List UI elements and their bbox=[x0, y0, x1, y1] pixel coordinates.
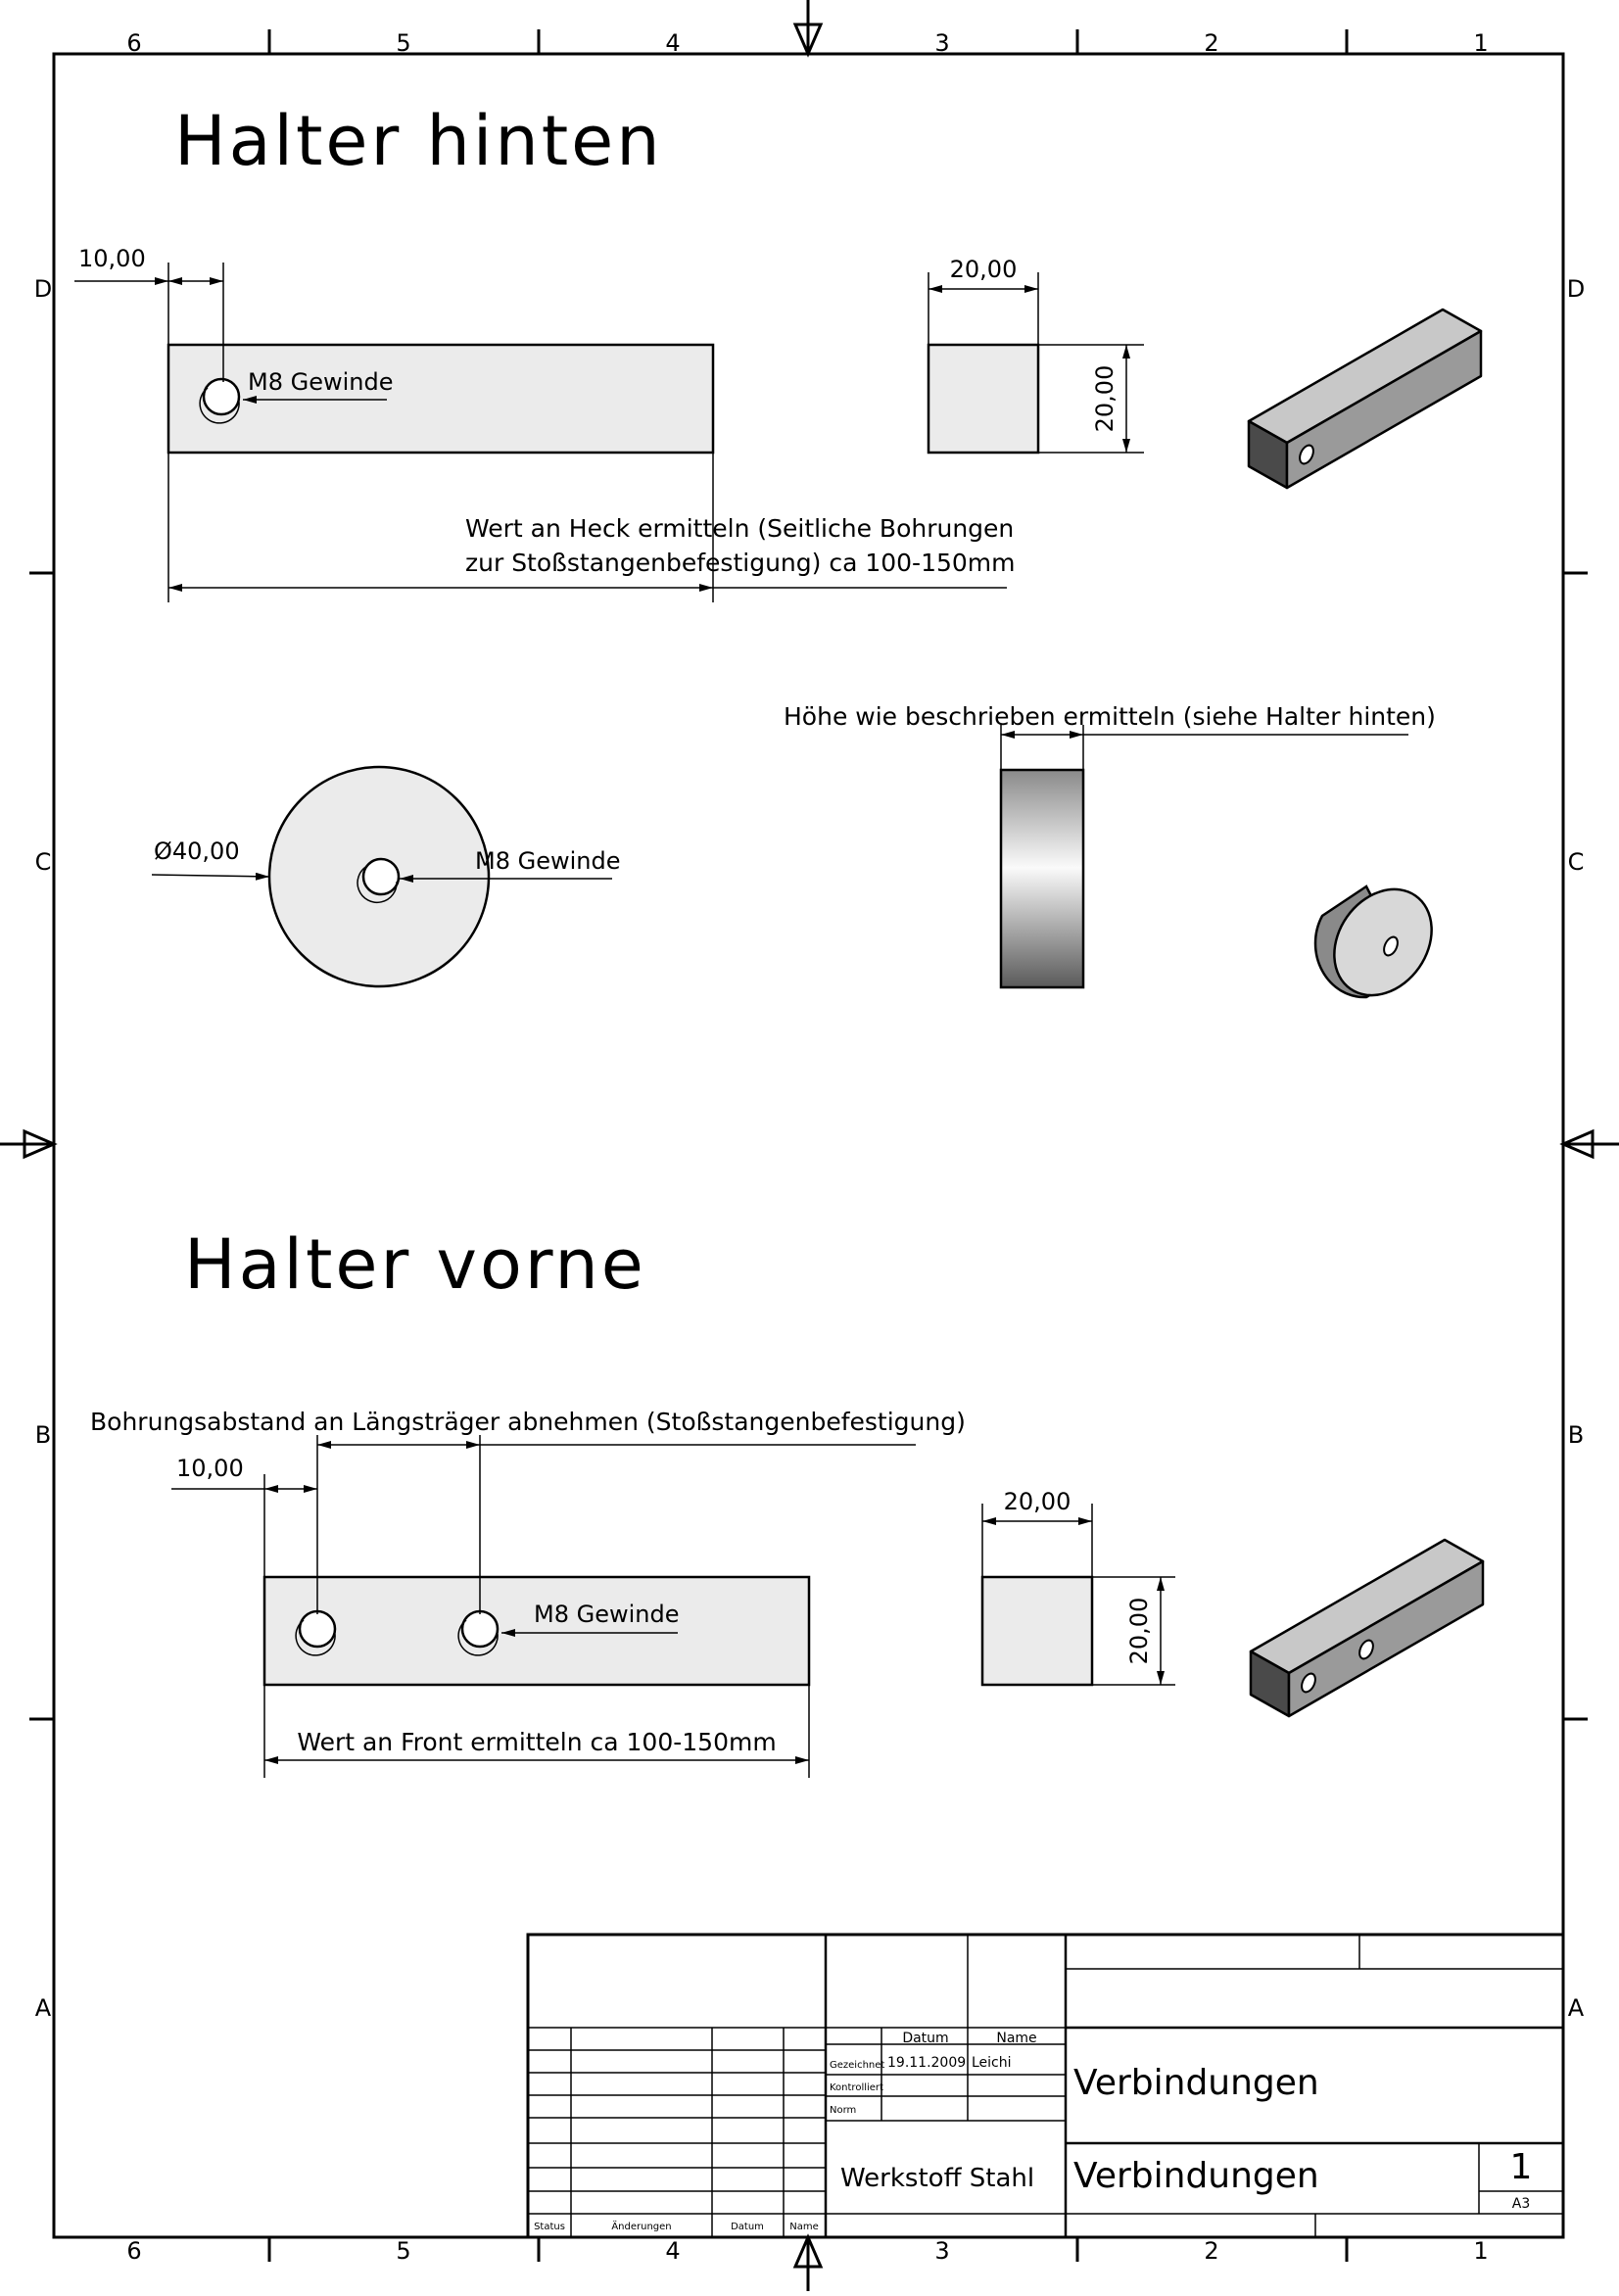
grid-col-label: 5 bbox=[396, 29, 411, 57]
rear-holder-isometric-view bbox=[1249, 310, 1481, 488]
title-block bbox=[528, 1935, 1563, 2237]
front-length-note: Wert an Front ermitteln ca 100-150mm bbox=[297, 1728, 777, 1756]
front-width-dimension: 20,00 bbox=[1003, 1488, 1071, 1515]
grid-row-label: A bbox=[34, 1994, 52, 2022]
grid-col-label: 3 bbox=[934, 2237, 950, 2265]
grid-col-label: 6 bbox=[126, 29, 142, 57]
grid-row-label: C bbox=[34, 848, 52, 876]
front-hole-offset-dimension: 10,00 bbox=[176, 1455, 244, 1482]
grid-row-label: B bbox=[34, 1421, 52, 1449]
rear-height-dimension: 20,00 bbox=[1091, 364, 1119, 433]
thread-hole-icon bbox=[363, 859, 399, 894]
title-block-drawn-name: Leichi bbox=[972, 2055, 1012, 2071]
grid-row-label: D bbox=[1566, 275, 1586, 303]
thread-hole-icon bbox=[462, 1611, 498, 1647]
front-holder-title: Halter vorne bbox=[184, 1224, 646, 1305]
grid-col-label: 2 bbox=[1204, 2237, 1219, 2265]
front-height-dimension: 20,00 bbox=[1125, 1597, 1153, 1665]
grid-col-label: 5 bbox=[396, 2237, 411, 2265]
revision-changes-header: Änderungen bbox=[611, 2222, 672, 2232]
title-block-norm-label: Norm bbox=[830, 2105, 857, 2116]
front-hole-spacing-note: Bohrungsabstand an Längsträger abnehmen (Stoßstangenbefestigung) bbox=[90, 1408, 966, 1436]
title-block-drawing-title: Verbindungen bbox=[1073, 2063, 1319, 2103]
title-block-checked-label: Kontrolliert bbox=[830, 2082, 883, 2093]
title-block-sheet-number: 1 bbox=[1509, 2147, 1533, 2187]
rear-length-note-line1: Wert an Heck ermitteln (Seitliche Bohrungen bbox=[465, 514, 1015, 543]
title-block-name-header: Name bbox=[996, 2031, 1037, 2046]
title-block-sheet-format: A3 bbox=[1511, 2196, 1531, 2212]
grid-col-label: 3 bbox=[934, 29, 950, 57]
front-holder-isometric-view bbox=[1251, 1540, 1483, 1716]
grid-col-label: 1 bbox=[1473, 2237, 1489, 2265]
grid-col-label: 6 bbox=[126, 2237, 142, 2265]
title-block-material: Werkstoff Stahl bbox=[840, 2164, 1035, 2193]
rear-thread-label: M8 Gewinde bbox=[248, 368, 394, 396]
revision-name-header: Name bbox=[789, 2222, 819, 2232]
front-thread-label: M8 Gewinde bbox=[534, 1601, 680, 1628]
thread-hole-icon bbox=[204, 379, 239, 414]
revision-status-header: Status bbox=[534, 2222, 565, 2232]
spacer-front-view bbox=[152, 767, 612, 986]
revision-date-header: Datum bbox=[731, 2222, 764, 2232]
spacer-isometric-view bbox=[1314, 871, 1452, 1015]
title-block-drawn-label: Gezeichnet bbox=[830, 2060, 885, 2071]
spacer-diameter-dimension: Ø40,00 bbox=[154, 837, 240, 865]
grid-col-label: 4 bbox=[665, 29, 681, 57]
grid-row-label: A bbox=[1567, 1994, 1585, 2022]
grid-row-label: D bbox=[33, 275, 53, 303]
title-block-drawn-date: 19.11.2009 bbox=[887, 2055, 967, 2071]
title-block-date-header: Datum bbox=[902, 2031, 949, 2046]
grid-row-label: C bbox=[1567, 848, 1585, 876]
rear-holder-title: Halter hinten bbox=[174, 101, 663, 181]
rear-hole-offset-dimension: 10,00 bbox=[78, 245, 146, 272]
title-block-part-name: Verbindungen bbox=[1073, 2156, 1319, 2196]
rear-width-dimension: 20,00 bbox=[949, 256, 1018, 283]
spacer-height-note: Höhe wie beschrieben ermitteln (siehe Halter hinten) bbox=[784, 702, 1436, 731]
rear-length-note-line2: zur Stoßstangenbefestigung) ca 100-150mm bbox=[465, 549, 1016, 577]
grid-row-label: B bbox=[1567, 1421, 1585, 1449]
spacer-thread-label: M8 Gewinde bbox=[475, 847, 621, 875]
thread-hole-icon bbox=[300, 1611, 335, 1647]
grid-col-label: 1 bbox=[1473, 29, 1489, 57]
grid-col-label: 2 bbox=[1204, 29, 1219, 57]
grid-col-label: 4 bbox=[665, 2237, 681, 2265]
